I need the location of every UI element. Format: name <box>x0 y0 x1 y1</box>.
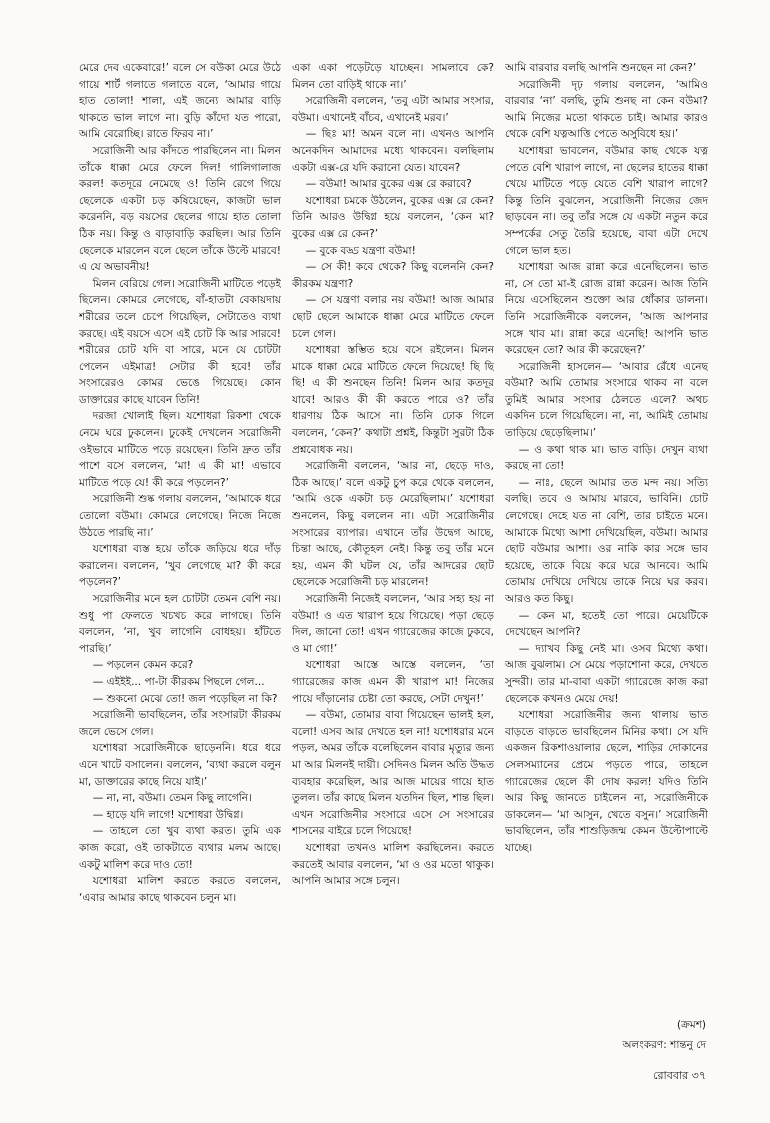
paragraph: যশোধরা স্তম্ভিত হয়ে বসে রইলেন। মিলন মাকে ধাক্কা মেরে মাটিতে ফেলে দিয়েছে! ছি ছি ছি! এ কী শুনছেন তিনি! মিলন আর কতদূর যাবে! আরও কী কী করতে পারে ও? তাঁর ধারণায় ঠিক আসে না। তিনি ঢোক গিলে বললেন, ‘কেন?’ কথাটা প্রশ্নই, কিন্তুটা সুরটা ঠিক প্রশ্নবোধক নয়। <box>292 344 494 456</box>
paragraph: সরোজিনী নিজেই বললেন, ‘আর সহ্য হয় না বউমা! ও এত খারাপ হয়ে গিয়েছে। পড়া ছেড়ে দিল, জানো তো! এখন গ্যারেজের কাজে ঢুকবে, ও মা গো!’ <box>292 593 494 655</box>
paragraph: যশোধরা ভাবলেন, বউমার কাছ থেকে যত্ন পেতে বেশি খারাপ লাগে, না ছেলের হাতের ধাক্কা খেয়ে মাটিতে পড়ে যেতে বেশি খারাপ লাগে? কিন্তু তিনি বুঝলেন, সরোজিনী নিজের জেদ ছাড়বেন না। তবু তাঁর সঙ্গে যে একটা নতুন করে সম্পর্কের সেতু তৈরি হয়েছে, বাবা এটা দেখে গেলে ভাল হত। <box>505 144 708 257</box>
paragraph: যশোধরা মালিশ করতে করতে বললেন, ‘এবার আমার কাছে থাকবেন চলুন মা। <box>79 875 281 904</box>
text-column-1 <box>79 60 281 1060</box>
paragraph: সরোজিনী বললেন, ‘আর না, ছেড়ে দাও, ঠিক আছে।’ বলে একটু চুপ করে থেকে বললেন, ‘আমি ওকে একটা চড় মেরেছিলাম।’ যশোধরা শুনলেন, কিছু বললেন না। এটা সরোজিনীর সংসারের ব্যাপার। এখানে তাঁর উদ্বেগ আছে, চিন্তা আছে, কৌতূহল নেই। কিন্তু তবু তাঁর মনে হয়, এমন কী ঘটল যে, তাঁর আদরের ছোট ছেলেকে সরোজিনী চড় মারলেন! <box>292 460 494 589</box>
paragraph: সরোজিনী হাসলেন— ‘আবার রেঁধে এনেছ বউমা? আমি তোমার সংসারে থাকব না বলে তুমিই আমার সংসার ঠেলতে এলে? অথচ একদিন চলে গিয়েছিলে। না, না, আমিই তোমায় তাড়িয়ে ছেড়েছিলাম।’ <box>505 360 708 440</box>
paragraph: — সে যন্ত্রণা বলার নয় বউমা! আজ আমার ছোট ছেলে আমাকে ধাক্কা মেরে মাটিতে ফেলে চলে গেল। <box>292 294 494 340</box>
paragraph: — বুকে বড্ড যন্ত্রণা বউমা! <box>305 244 416 257</box>
text-column-3 <box>505 60 708 1060</box>
paragraph: যশোধরা আস্তে আস্তে বললেন, ‘তা গ্যারেজের কাজ এমন কী খারাপ মা! নিজের পায়ে দাঁড়ানোর চেষ্টা তো করছে, সেটা দেখুন!’ <box>292 659 494 705</box>
paragraph: — নাঃ, ছেলে আমার তত মন্দ নয়। সত্যি বলছি। তবে ও আমায় মারবে, ভাবিনি। চোট লেগেছে। দেহে যত না বেশি, তার চাইতে মনে। আমাকে মিথ্যে আশা দেখিয়েছিল, বউমা। আমার ছোট বউমার আশা। ওর নাকি কার সঙ্গে ভাব হয়েছে, তাকে বিয়ে করে ঘরে আনবে। আমি তোমায় দেখিয়ে দেখিয়ে তাকে নিয়ে ঘর করব। আরও কত কিছু। <box>505 476 708 605</box>
paragraph: মিলন বেরিয়ে গেল। সরোজিনী মাটিতে পড়েই ছিলেন। কোমরে লেগেছে, বাঁ-হাতটা বেকায়দায় শরীরের তলে চেপে গিয়েছিল, সেটাতেও ব্যথা করছে। এই বয়সে এসে এই চোট কি আর সারবে! শরীরের চোট যদি বা সারে, মনে যে চোটটা পেলেন এইমাত্র! সেটার কী হবে! তাঁর সংসারেরও কোমর ভেঙে গিয়েছে। কোন ডাক্তারের কাছে যাবেন তিনি! <box>79 277 281 406</box>
paragraph: — না, না, বউমা। তেমন কিছু লাগেনি। <box>92 792 252 805</box>
paragraph: আমি বারবার বলছি আপনি শুনছেন না কেন?’ <box>505 62 697 74</box>
paragraph: দরজা খোলাই ছিল। যশোধরা রিকশা থেকে নেমে ঘরে ঢুকলেন। ঢুকেই দেখলেন সরোজিনী ওইভাবে মাটিতে পড়ে রয়েছেন। তিনি দ্রুত তাঁর পাশে বসে বললেন, ‘মা! এ কী মা! এভাবে মাটিতে পড়ে যে! কী করে পড়লেন?’ <box>79 410 281 489</box>
paragraph: সরোজিনীর মনে হল চোটটা তেমন বেশি নয়। শুধু পা ফেলতে খচখচ করে লাগছে। তিনি বললেন, ‘না, খুব লাগেনি বোধহয়। হাঁটতে পারছি।’ <box>79 593 281 655</box>
paragraph: — শুকনো মেঝে তো! জল পড়েছিল না কি? <box>92 692 278 705</box>
paragraph: — হাড়ে যদি লাগে! যশোধরা উদ্বিগ্ন। <box>92 808 244 821</box>
paragraph: যশোধরা আজ রান্না করে এনেছিলেন। ভাত না, সে তো মা-ই রোজ রান্না করেন। আজ তিনি নিয়ে এসেছিলেন শুক্তো আর ধোঁকার ডালনা। তিনি সরোজিনীকে বললেন, ‘আজ আপনার সঙ্গে খাব মা। রান্না করে এনেছি! আপনি ভাত করেছেন তো? আর কী করেছেন?’ <box>505 261 708 357</box>
paragraph: — বউমা! আমার বুকের এক্স রে করাবে? <box>305 178 472 191</box>
paragraph: যশোধরা ব্যস্ত হয়ে তাঁকে জড়িয়ে ধরে দাঁড় করালেন। বললেন, ‘খুব লেগেছে মা? কী করে পড়লেন?’ <box>79 543 281 589</box>
paragraph: — কেন মা, হতেই তো পারে। মেয়েটিকে দেখেছেন আপনি? <box>505 609 708 639</box>
paragraph: — সে কী! কবে থেকে? কিছু বলেননি কেন? কীরকম যন্ত্রণা? <box>292 261 494 290</box>
paragraph: যশোধরা তখনও মালিশ করছিলেন। করতে করতেই আবার বললেন, ‘মা ও ওর মতো থাকুক। আপনি আমার সঙ্গে চলুন। <box>292 841 494 888</box>
paragraph: সরোজিনী বললেন, ‘তবু এটা আমার সংসার, বউমা। এখানেই বাঁচব, এখানেই মরব।’ <box>292 95 494 124</box>
paragraph: যশোধরা সরোজিনীর জন্য থালায় ভাত বাড়তে বাড়তে ভাবছিলেন মিনির কথা। সে যদি একজন রিকশাওয়ালার ছেলে, শাড়ির দোকানের সেলসম্যানের প্রেমে পড়তে পারে, তাহলে গ্যারেজের ছেলে কী দোষ করল! যদিও তিনি আর কিছু জানতে চাইলেন না, সরোজিনীকে ডাকলেন— ‘মা আসুন, খেতে বসুন।’ সরোজিনী ভাবছিলেন, তাঁর শাশুড়িজন্ম কেমন উল্টোপাল্টে যাচ্ছে। <box>505 709 708 854</box>
paragraph: — পড়লেন কেমন করে? <box>92 659 194 672</box>
to-be-continued-note: (ক্রমশ) <box>676 1019 706 1031</box>
text-column-2 <box>292 60 494 1060</box>
paragraph: — তাহলে তো খুব ব্যথা করত। তুমি এক কাজ করো, ওই তাকটাতে ব্যথার মলম আছে। একটু মালিশ করে দাও তো! <box>79 825 281 871</box>
paragraph: সরোজিনী দৃঢ় গলায় বললেন, ‘আমিও বারবার ‘না’ বলছি, তুমি শুনছ না কেন বউমা? আমি নিজের মতো থাকতে চাই। আমার কারও থেকে বেশি যত্নআত্তি পেতে অসুবিধে হয়।’ <box>505 78 708 141</box>
paragraph: একা একা পড়েটড়ে যাচ্ছেন। সামলাবে কে? মিলন তো বাড়িই থাকে না।’ <box>292 62 494 91</box>
paragraph: সরোজিনী শুষ্ক গলায় বললেন, ‘আমাকে ধরে তোলো বউমা। কোমরে লেগেছে। নিজে নিজে উঠতে পারছি না।’ <box>79 493 281 539</box>
paragraph: সরোজিনী ভাবছিলেন, তাঁর সংসারটা কীরকম জলে ভেসে গেল। <box>79 709 281 738</box>
illustration-credit: অলংকরণ: শান্তনু দে <box>622 1039 706 1051</box>
paragraph: যশোধরা চমকে উঠলেন, বুকের এক্স রে কেন? তিনি আরও উদ্বিগ্ন হয়ে বললেন, ‘কেন মা? বুকের এক্স রে কেন?’ <box>292 194 494 240</box>
page-number: রোববার ৩৭ <box>653 1069 706 1082</box>
paragraph: — বউমা, তোমার বাবা গিয়েছেন ভালই হল, বলো! এসব আর দেখতে হল না! যশোধরার মনে পড়ল, অমর তাঁকে বলেছিলেন বাবার মৃত্যুর জন্য মা আর মিলনই দায়ী। সেদিনও মিলন অতি উদ্ধত ব্যবহার করেছিল, আর আজ মায়ের গায়ে হাত তুলল। তাঁর কাছে মিলন যতদিন ছিল, শান্ত ছিল। এখন সরোজিনীর সংসারে এসে সে সংসারের শাসনের বাইরে চলে গিয়েছে! <box>292 709 494 838</box>
paragraph: মেরে দেব একেবারে!’ বলে সে বউকা মেরে উঠে গায়ে শার্ট গলাতে গলাতে বলে, ‘আমার গায়ে হাত তোলা! শালা, এই জন্যে আমার বাড়ি থাকতে ভাল লাগে না। বুড়ি কাঁদো যত পারো, আমি বেরোচ্ছি। রাতে ফিরব না।’ <box>79 62 281 141</box>
paragraph: — এইইই... পা-টা কীরকম পিছলে গেল... <box>92 675 265 688</box>
paragraph: — ও কথা থাক মা। ভাত বাড়ি। দেখুন ব্যথা করছে না তো! <box>505 443 708 473</box>
paragraph: যশোধরা সরোজিনীকে ছাড়েননি। ধরে ধরে এনে খাটে বসালেন। বললেন, ‘ব্যথা করলে বলুন মা, ডাক্তারের কাছে নিয়ে যাই।’ <box>79 742 281 788</box>
paragraph: সরোজিনী আর কাঁদতে পারছিলেন না। মিলন তাঁকে ধাক্কা মেরে ফেলে দিল! গালিগালাজ করল! কতদূরে নেমেছে ও! তিনি রেগে গিয়ে ছেলেকে একটা চড় কষিয়েছেন, কাজটা ভাল করেননি, বড় বয়সের ছেলের গায়ে হাত তোলা ঠিক নয়। কিন্তু ও বাড়াবাড়ি করছিল। আর তিনি ছেলেকে মারলেন বলে ছেলে তাঁকে উল্টে মারবে! এ যে অভাবনীয়! <box>79 144 281 274</box>
paragraph: — ছিঃ মা! অমন বলে না। এখনও আপনি অনেকদিন আমাদের মধ্যে থাকবেন। বলছিলাম একটা এক্স-রে যদি করানো যেত। যাবেন? <box>292 128 494 174</box>
paragraph: — দ্যাখব কিছু নেই মা। ওসব মিথ্যে কথা। আজ বুঝলাম। সে মেয়ে পড়াশোনা করে, দেখতে সুন্দরী। তার মা-বাবা একটা গ্যারেজে কাজ করা ছেলেকে কখনও মেয়ে দেয়! <box>505 642 708 705</box>
